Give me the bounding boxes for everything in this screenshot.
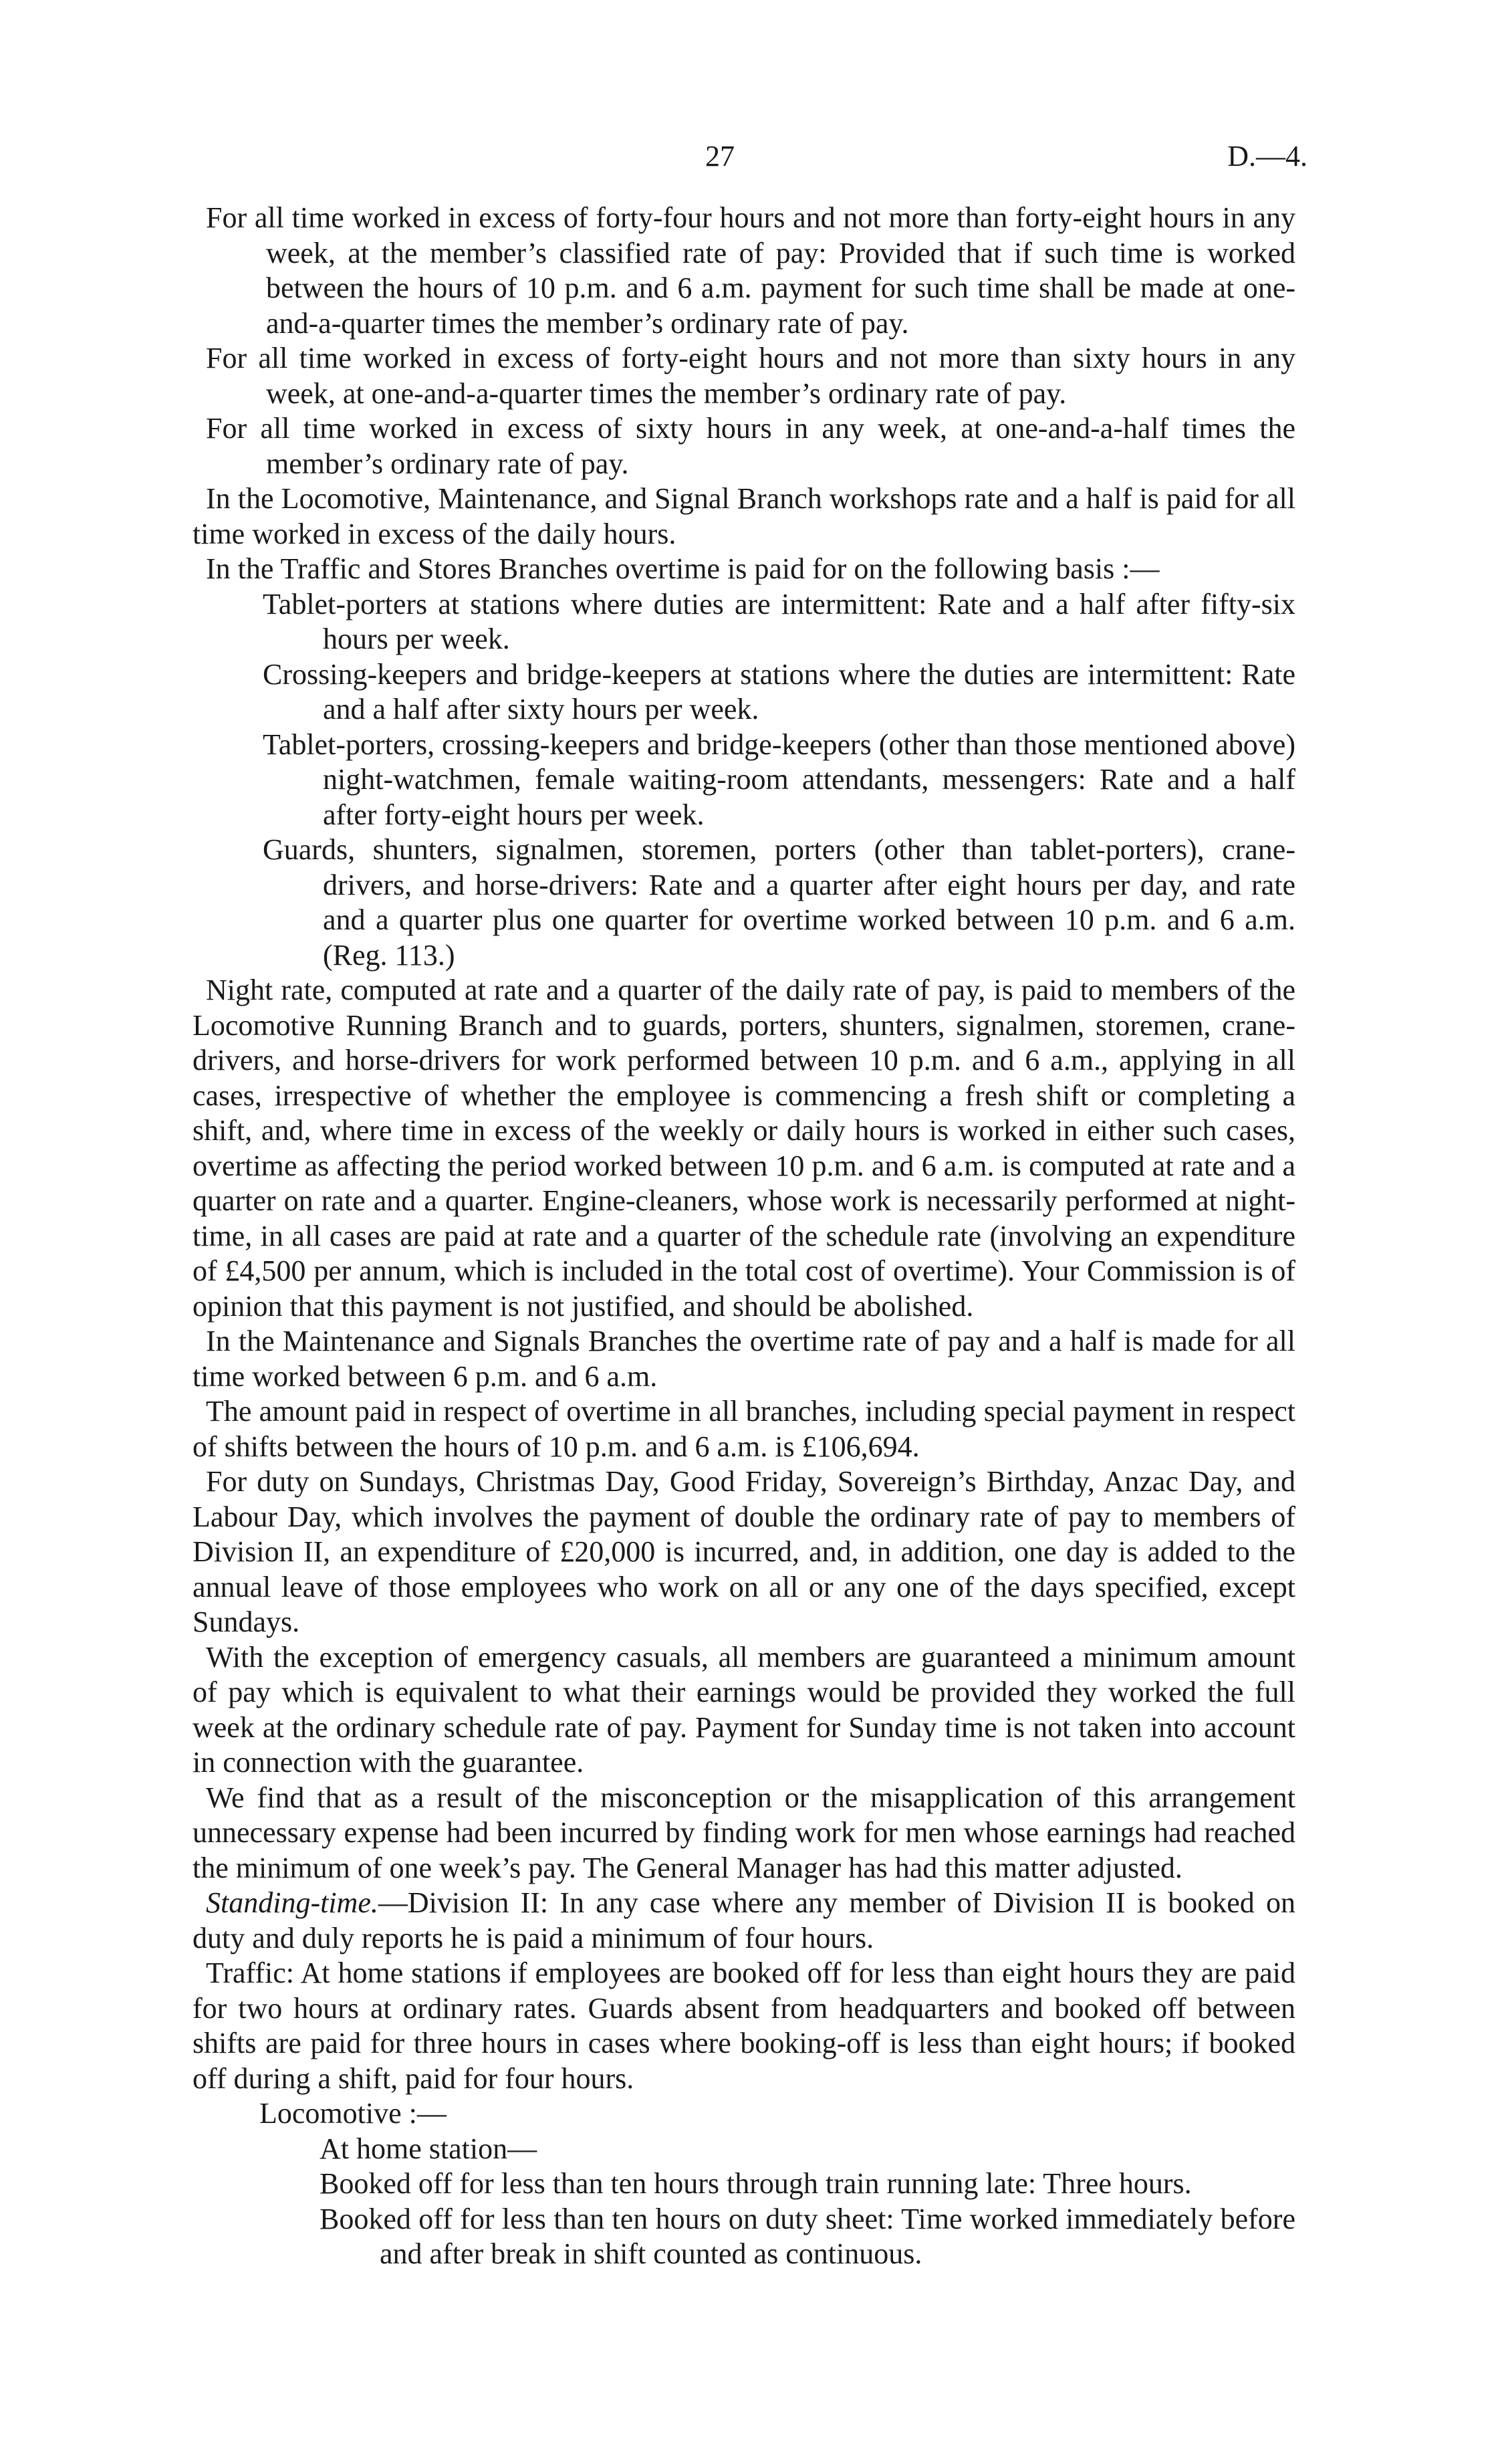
night-rate-paragraph: Night rate, computed at rate and a quarter of the daily rate of pay, is paid to members of the Locomotive Running Branch and to guards, porters, shunters, signalmen, storemen, crane-drivers, and horse-drivers for work performed between 10 p.m. and 6 a.m., applying in all cases, irrespective of whether the employee is commencing a fresh shift or completing a shift, and, where time in excess of the weekly or daily hours is worked in either such cases, overtime as affecting the period worked between 10 p.m. and 6 a.m. is computed at rate and a quarter on rate and a quarter. Engine-cleaners, whose work is necessarily performed at night-time, in all cases are paid at rate and a quarter of the schedule rate (involving an expenditure of £4,500 per annum, which is included in the total cost of overtime). Your Commission is of opinion that this payment is not justified, and should be abolished.: [193, 974, 1295, 1323]
other-staff-item: Tablet-porters, crossing-keepers and bridge-keepers (other than those mentioned above) night-watchmen, female waiting-room attendants, messengers: Rate and a half after forty-eight hours per week.: [263, 727, 1295, 831]
standing-time-heading: Standing-time.: [206, 1886, 378, 1919]
page-number: 27: [705, 140, 735, 173]
crossing-keepers-item: Crossing-keepers and bridge-keepers at stations where the duties are intermittent: Rate and a half after sixty hours per week.: [263, 657, 1295, 725]
overtime-rule-44-48: For all time worked in excess of forty-four hours and not more than forty-eight hours in any week, at the member’s classified rate of pay: Provided that if such time is worked between the hours of 10 p.m. and 6 a.m. payment for such time shall be made at one-and-a-quarter times the member’s ordinary rate of pay.: [206, 201, 1295, 340]
overtime-rule-48-60: For all time worked in excess of forty-eight hours and not more than sixty hours in any week, at one-and-a-quarter times the member’s ordinary rate of pay.: [206, 342, 1295, 410]
traffic-standing-paragraph: Traffic: At home stations if employees are booked off for less than eight hours they are paid for two hours at ordinary rates. Guards absent from headquarters and booked off between shifts are paid for three hours in cases where booking-off is less than eight hours; if booked off during a shift, paid for four hours.: [193, 1956, 1295, 2095]
locomotive-heading: Locomotive :—: [259, 2097, 447, 2130]
standing-time-paragraph: [193, 1886, 1295, 1956]
train-running-late-rule: Booked off for less than ten hours through train running late: Three hours.: [320, 2167, 1192, 2200]
misconception-paragraph: We find that as a result of the misconception or the misapplication of this arrangement unnecessary expense had been incurred by finding work for men whose earnings had reached the minimum of one week’s pay. The General Manager has had this matter adjusted.: [193, 1781, 1295, 1884]
maintenance-signals-paragraph: In the Maintenance and Signals Branches the overtime rate of pay and a half is made for all time worked between 6 p.m. and 6 a.m.: [193, 1325, 1295, 1393]
page-header: [0, 139, 1500, 179]
traffic-stores-intro: In the Traffic and Stores Branches overtime is paid for on the following basis :—: [206, 552, 1160, 585]
home-station-heading: At home station—: [320, 2132, 537, 2165]
standing-time-text: —Division II: In any case where any member of Division II is booked on duty and duly reports he is paid a minimum of four hours.: [193, 1886, 1295, 1954]
guarantee-paragraph: With the exception of emergency casuals, all members are guaranteed a minimum amount of pay which is equivalent to what their earnings would be provided they worked the full week at the ordinary schedule rate of pay. Payment for Sunday time is not taken into account in connection with the guarantee.: [193, 1640, 1295, 1779]
document-reference: D.—4.: [1227, 140, 1307, 173]
guards-shunters-item: Guards, shunters, signalmen, storemen, porters (other than tablet-porters), crane-drivers, and horse-drivers: Rate and a quarter after eight hours per day, and rate and a quarter plus one quarter for overtime worked between 10 p.m. and 6 a.m. (Reg. 113.): [263, 833, 1295, 972]
holidays-paragraph: For duty on Sundays, Christmas Day, Good Friday, Sovereign’s Birthday, Anzac Day, and Labour Day, which involves the payment of double the ordinary rate of pay to members of Division II, an expenditure of £20,000 is incurred, and, in addition, one day is added to the annual leave of those employees who work on all or any one of the days specified, except Sundays.: [193, 1465, 1295, 1638]
overtime-rule-over-60: For all time worked in excess of sixty hours in any week, at one-and-a-half times the member’s ordinary rate of pay.: [206, 412, 1295, 480]
workshops-paragraph: In the Locomotive, Maintenance, and Signal Branch workshops rate and a half is paid for all time worked in excess of the daily hours.: [193, 482, 1295, 550]
page-body: [193, 201, 1295, 2272]
overtime-amount-paragraph: The amount paid in respect of overtime in all branches, including special payment in respect of shifts between the hours of 10 p.m. and 6 a.m. is £106,694.: [193, 1395, 1295, 1463]
tablet-porters-item: Tablet-porters at stations where duties are intermittent: Rate and a half after fifty-six hours per week.: [263, 587, 1295, 655]
duty-sheet-rule: Booked off for less than ten hours on duty sheet: Time worked immediately before and after break in shift counted as continuous.: [320, 2202, 1295, 2270]
